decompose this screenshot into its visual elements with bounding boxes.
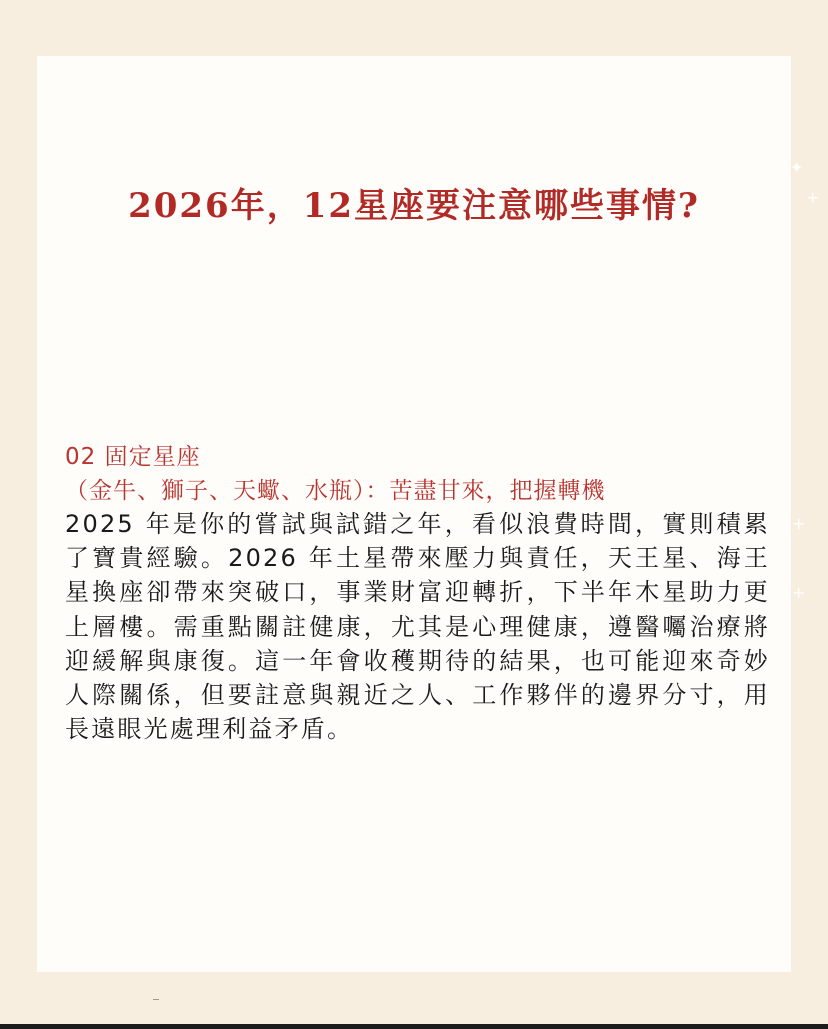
page-title: 2026年，12星座要注意哪些事情? xyxy=(128,186,700,226)
sparkle-icon: + xyxy=(792,514,806,533)
sparkle-icon: ✦ xyxy=(790,158,804,177)
section-subtitle: （金牛、獅子、天蠍、水瓶）：苦盡甘來，把握轉機 xyxy=(65,478,606,504)
section-body: 2025 年是你的嘗試與試錯之年，看似浪費時間，實則積累了寶貴經驗。2026 年土星帶來壓力與責任，天王星、海王星換座卻帶來突破口，事業財富迎轉折，下半年木星助力更上層樓。需重點關註健康，尤其是心理健康，遵醫囑治療將迎緩解與康復。這一年會收穫期待的結果，也可能迎來奇妙人際關係，但要註意與親近之人、工作夥伴的邊界分寸，用長遠眼光處理利益矛盾。 xyxy=(65,510,770,744)
fixed-signs-section xyxy=(65,441,770,746)
content-card xyxy=(37,56,791,972)
bottom-border xyxy=(0,1024,828,1029)
sparkle-icon: + xyxy=(792,583,806,602)
sparkle-icon: + xyxy=(806,188,820,207)
decorative-mark xyxy=(153,999,159,1000)
section-label: 02 固定星座 xyxy=(65,444,201,470)
